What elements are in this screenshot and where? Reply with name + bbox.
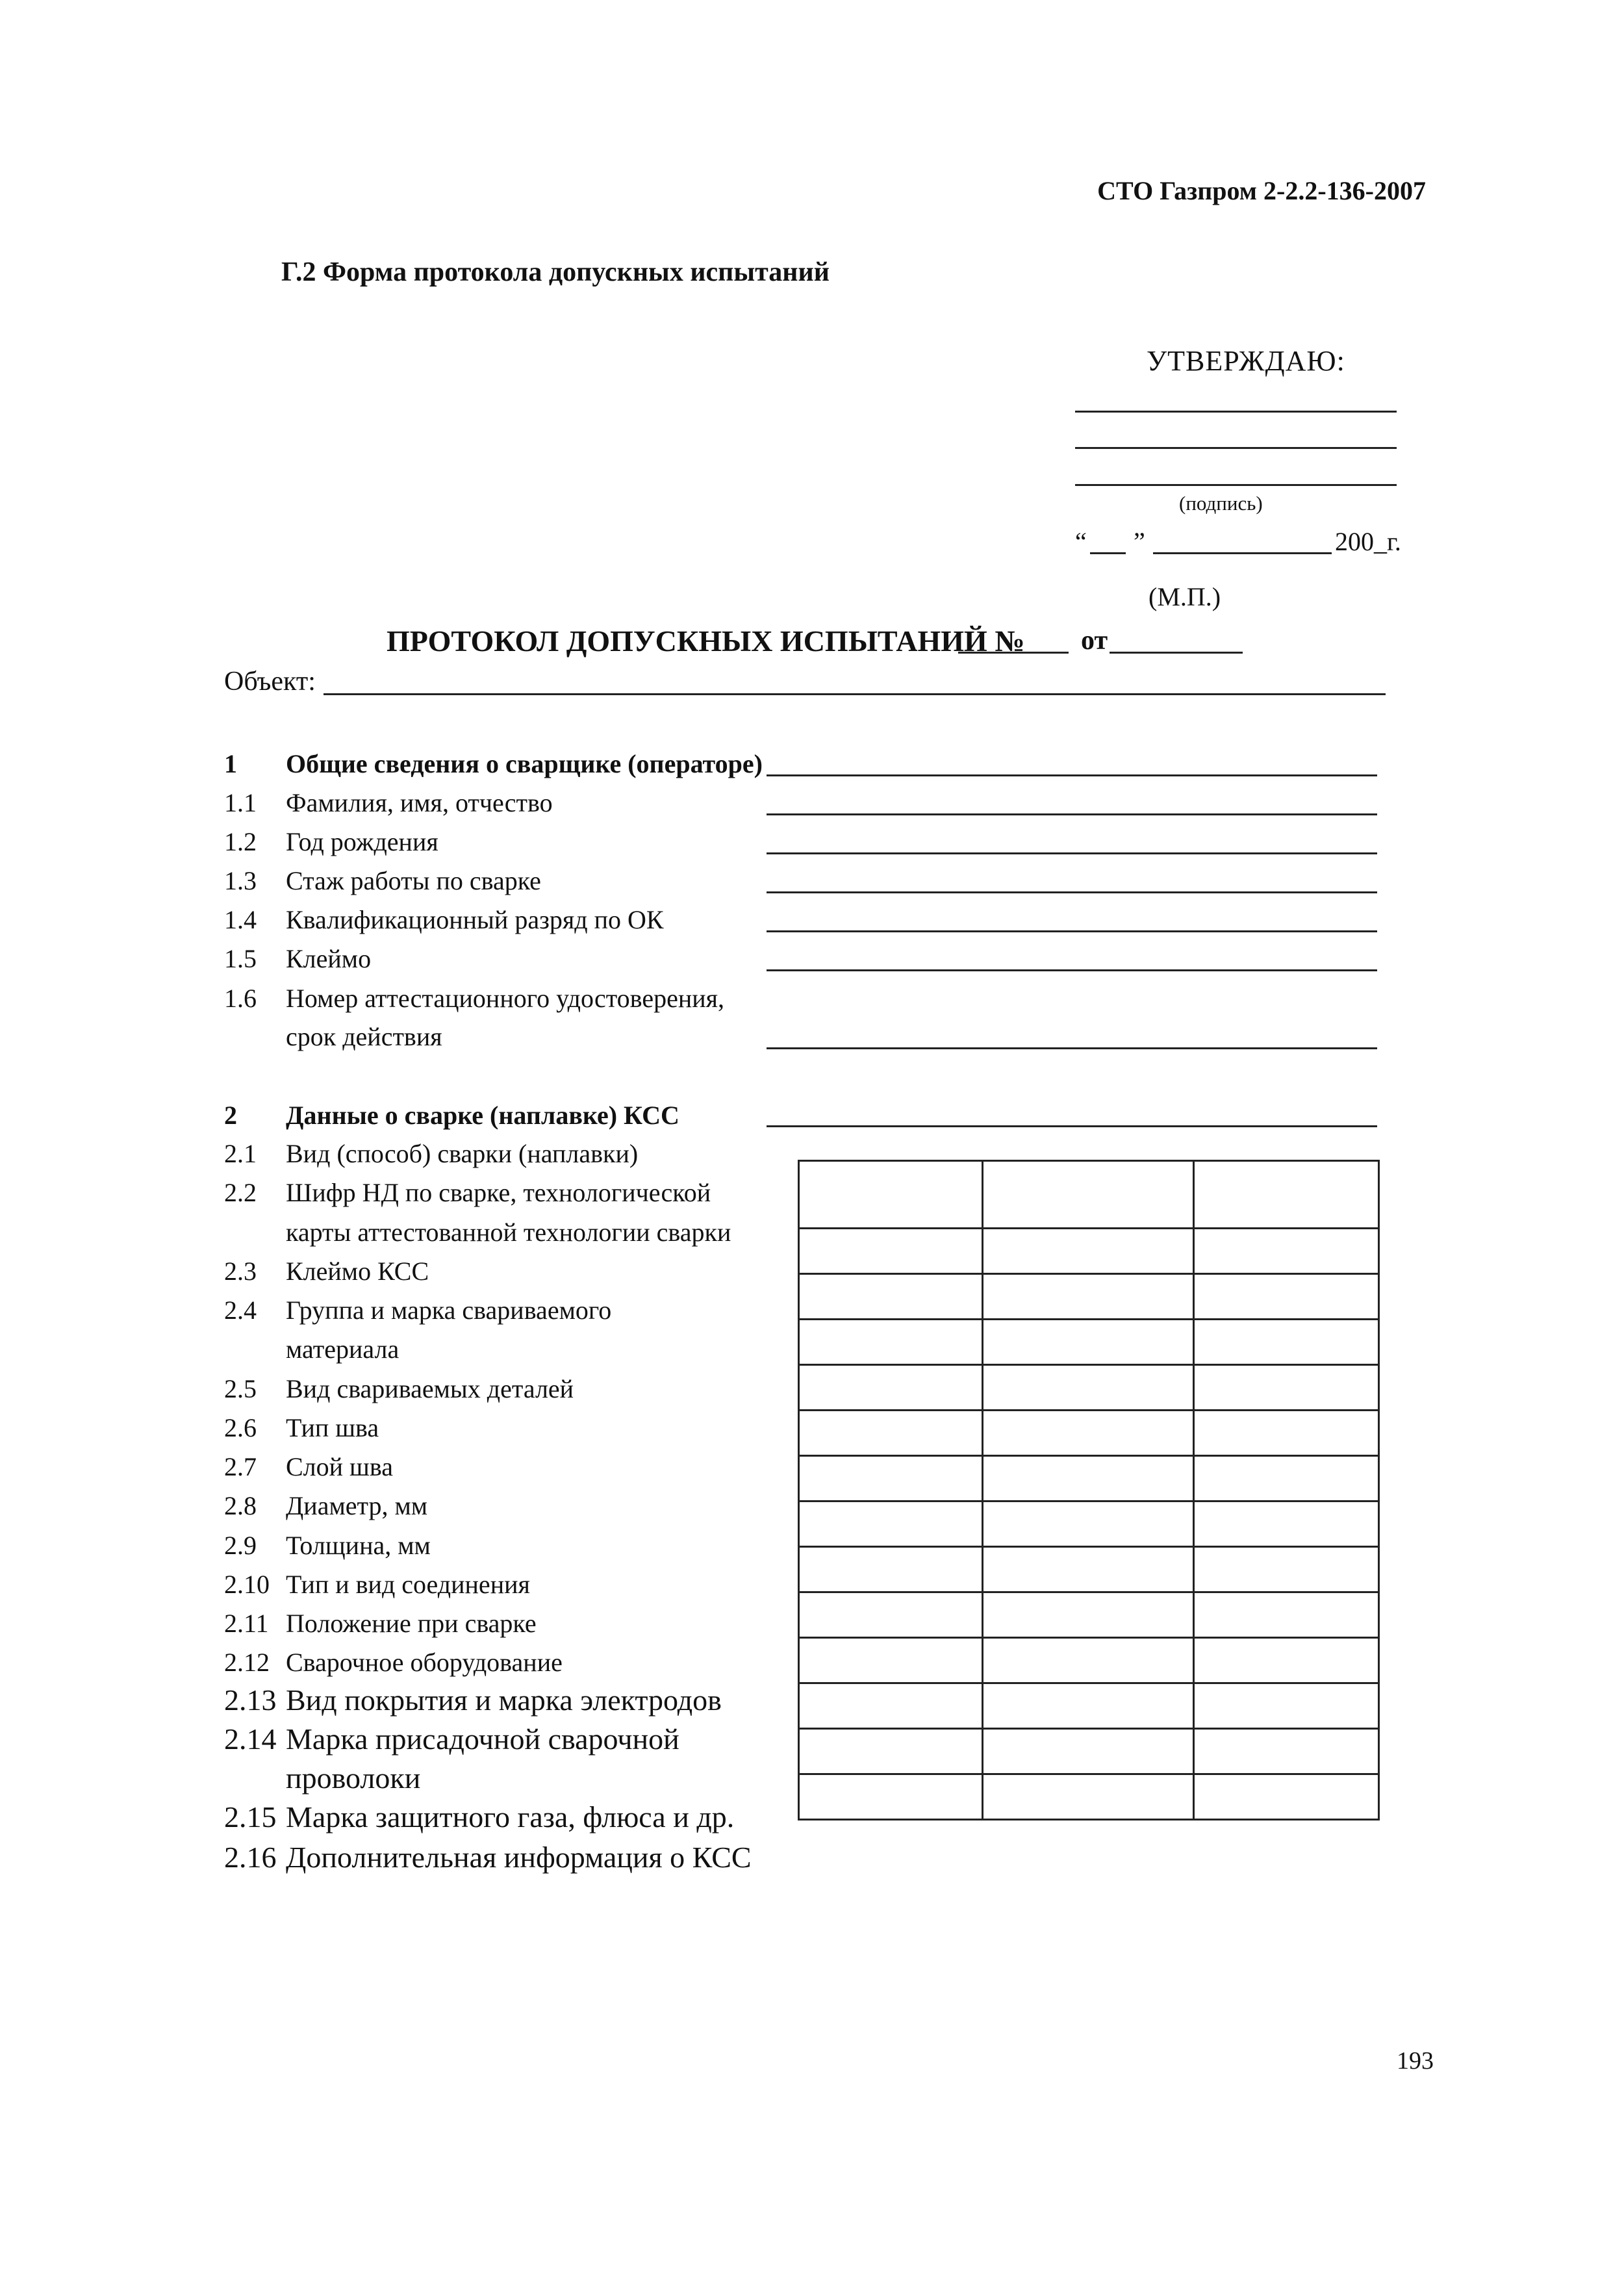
table-cell[interactable] [1194,1229,1379,1274]
table-cell[interactable] [1194,1274,1379,1320]
item-label: Номер аттестационного удостоверения, [286,984,725,1013]
table-row [799,1320,1379,1365]
protocol-number-field[interactable] [958,652,1069,654]
table-cell[interactable] [799,1161,983,1229]
item-label: Толщина, мм [286,1531,431,1560]
table-cell[interactable] [983,1229,1194,1274]
table-cell[interactable] [983,1274,1194,1320]
item-label: Стаж работы по сварке [286,866,541,895]
item-label: Шифр НД по сварке, технологической [286,1178,711,1207]
table-cell[interactable] [1194,1729,1379,1774]
table-cell[interactable] [799,1229,983,1274]
welding-data-table [798,1160,1380,1820]
approval-signature-line[interactable] [1075,484,1397,486]
approval-line-2[interactable] [1075,447,1397,449]
item-number: 1.4 [224,905,257,934]
item-number: 1.3 [224,866,257,895]
table-cell[interactable] [1194,1638,1379,1683]
field-experience[interactable] [767,891,1377,893]
date-day-field[interactable] [1090,552,1126,554]
signature-caption: (подпись) [1179,492,1263,515]
item-number: 2.3 [224,1257,257,1286]
item-label: Слой шва [286,1452,393,1481]
approval-label: УТВЕРЖДАЮ: [1147,345,1345,377]
field-full-name[interactable] [767,813,1377,815]
table-cell[interactable] [799,1501,983,1547]
table-cell[interactable] [983,1456,1194,1501]
item-number: 2.10 [224,1570,270,1599]
section-1-field[interactable] [767,774,1377,776]
page-number: 193 [1397,2047,1434,2075]
item-label: Квалификационный разряд по ОК [286,905,664,934]
item-number: 2.5 [224,1374,257,1403]
field-birth-year[interactable] [767,852,1377,854]
table-cell[interactable] [799,1638,983,1683]
table-row [799,1729,1379,1774]
section-1-title: Общие сведения о сварщике (операторе) [286,749,763,778]
field-certificate[interactable] [767,1047,1377,1049]
date-month-field[interactable] [1153,552,1332,554]
table-row [799,1274,1379,1320]
stamp-label: (М.П.) [1148,582,1221,611]
item-number: 2.15 [224,1800,277,1833]
item-number: 2.7 [224,1452,257,1481]
item-label-continuation: материала [286,1335,400,1364]
item-number: 2.13 [224,1683,277,1717]
table-row [799,1592,1379,1638]
object-label: Объект: [224,667,316,696]
table-cell[interactable] [983,1774,1194,1820]
date-open-quote: “ [1075,527,1087,556]
item-number: 2.4 [224,1296,257,1325]
item-label: Клеймо [286,944,372,973]
table-row [799,1501,1379,1547]
table-cell[interactable] [799,1683,983,1729]
table-row [799,1547,1379,1592]
table-row [799,1774,1379,1820]
item-number: 2.6 [224,1413,257,1442]
item-label: Вид свариваемых деталей [286,1374,574,1403]
table-cell[interactable] [1194,1683,1379,1729]
form-title: Г.2 Форма протокола допускных испытаний [281,257,830,287]
item-label: Положение при сварке [286,1609,537,1638]
table-row [799,1683,1379,1729]
table-cell[interactable] [983,1365,1194,1411]
item-label: Фамилия, имя, отчество [286,788,553,817]
table-cell[interactable] [983,1501,1194,1547]
item-number: 2.8 [224,1491,257,1520]
table-row [799,1456,1379,1501]
table-cell[interactable] [983,1683,1194,1729]
item-number: 2.1 [224,1139,257,1168]
protocol-from-label: от [1081,626,1108,656]
table-cell[interactable] [1194,1320,1379,1365]
table-row [799,1411,1379,1456]
table-cell[interactable] [983,1161,1194,1229]
date-year: 200_г. [1335,527,1401,556]
table-cell[interactable] [799,1729,983,1774]
table-cell[interactable] [799,1547,983,1592]
date-close-quote: ” [1134,527,1145,556]
table-cell[interactable] [983,1547,1194,1592]
item-label: Диаметр, мм [286,1491,428,1520]
section-2-title: Данные о сварке (наплавке) КСС [286,1101,679,1130]
item-label: Дополнительная информация о КСС [286,1841,752,1874]
table-cell[interactable] [799,1592,983,1638]
item-label-continuation: проволоки [286,1761,421,1795]
item-label: Тип шва [286,1413,379,1442]
item-number: 2.9 [224,1531,257,1560]
protocol-title: ПРОТОКОЛ ДОПУСКНЫХ ИСПЫТАНИЙ № [387,624,1025,658]
section-2-number: 2 [224,1101,237,1130]
table-cell[interactable] [1194,1501,1379,1547]
table-row [799,1161,1379,1229]
item-label: Клеймо КСС [286,1257,429,1286]
table-cell[interactable] [799,1320,983,1365]
table-cell[interactable] [1194,1456,1379,1501]
approval-line-1[interactable] [1075,411,1397,413]
field-qualification[interactable] [767,930,1377,932]
object-field[interactable] [324,693,1386,695]
item-label: Марка присадочной сварочной [286,1722,679,1756]
table-cell[interactable] [983,1592,1194,1638]
item-number: 2.14 [224,1722,277,1756]
table-cell[interactable] [983,1729,1194,1774]
item-number: 2.16 [224,1841,277,1874]
table-cell[interactable] [983,1320,1194,1365]
table-cell[interactable] [799,1274,983,1320]
field-stamp[interactable] [767,969,1377,971]
item-label-continuation: срок действия [286,1022,442,1051]
item-label: Сварочное оборудование [286,1648,563,1677]
item-label: Вид (способ) сварки (наплавки) [286,1139,639,1168]
table-cell[interactable] [1194,1547,1379,1592]
table-cell[interactable] [1194,1161,1379,1229]
table-cell[interactable] [1194,1411,1379,1456]
item-label: Вид покрытия и марка электродов [286,1683,722,1717]
section-1-number: 1 [224,749,237,778]
table-cell[interactable] [1194,1365,1379,1411]
item-label-continuation: карты аттестованной технологии сварки [286,1218,731,1247]
table-row [799,1229,1379,1274]
table-cell[interactable] [983,1638,1194,1683]
table-cell[interactable] [1194,1592,1379,1638]
item-number: 2.12 [224,1648,270,1677]
item-number: 1.1 [224,788,257,817]
table-cell[interactable] [799,1411,983,1456]
table-cell[interactable] [799,1365,983,1411]
table-cell[interactable] [799,1456,983,1501]
item-number: 1.6 [224,984,257,1013]
item-number: 2.11 [224,1609,269,1638]
table-cell[interactable] [1194,1774,1379,1820]
table-cell[interactable] [983,1411,1194,1456]
item-label: Группа и марка свариваемого [286,1296,612,1325]
document-code: СТО Газпром 2-2.2-136-2007 [1097,176,1426,205]
item-label: Тип и вид соединения [286,1570,530,1599]
protocol-date-field[interactable] [1110,652,1243,654]
table-row [799,1638,1379,1683]
section-2-field[interactable] [767,1125,1377,1127]
table-cell[interactable] [799,1774,983,1820]
item-number: 1.2 [224,827,257,856]
item-number: 2.2 [224,1178,257,1207]
item-number: 1.5 [224,944,257,973]
table-row [799,1365,1379,1411]
item-label: Марка защитного газа, флюса и др. [286,1800,735,1833]
item-label: Год рождения [286,827,438,856]
